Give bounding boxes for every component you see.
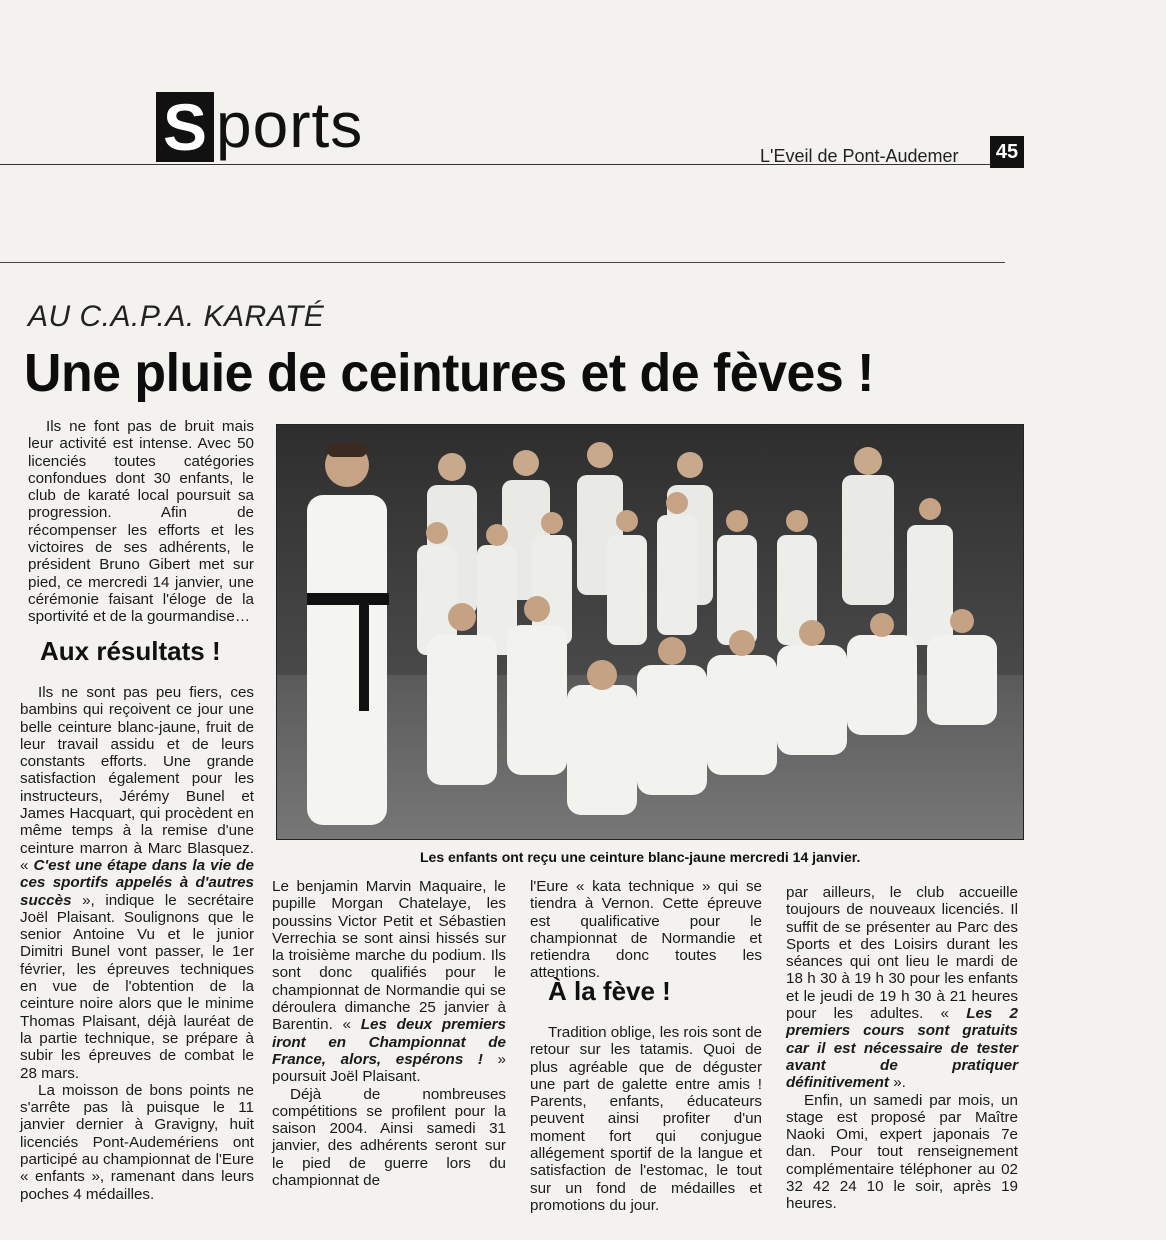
article-kicker: AU C.A.P.A. KARATÉ [28,300,325,333]
results-text-a: Ils ne sont pas peu fiers, ces bambins qui reçoivent ce jour une belle ceinture blanc-jaune, fruit de leur travail assidu et de leurs constants efforts. Une grande satisfaction également pour les instructeurs, Jérémy Bunel et James Hacquart, qui procèdent en même temps à la remise d'une ceinture marron à Marc Blasquez. « [20,684,254,874]
podium-quote: Les deux premiers iront en Championnat de France, alors, espérons ! [272,1016,506,1068]
stage-paragraph: Enfin, un samedi par mois, un stage est proposé par Maître Naoki Omi, expert japonais 7e dan. Pour tout renseignement complémentaire téléphoner au 02 32 42 24 10 le soir, après 19 heures. [786,1091,1018,1213]
column-4 [786,884,1018,1213]
kata-paragraph: l'Eure « kata technique » qui se tiendra à Vernon. Cette épreuve est qualificative pour le championnat de Normandie et retiendra donc toutes les attentions. [530,878,762,982]
results-text-b: », indique le secrétaire Joël Plaisant. Soulignons que le senior Antoine Vu et le junior Dimitri Bunel vont passer, le 1er février, les épreuves techniques en vue de l'obtention de la ceinture noire alors que le minime Thomas Plaisant, déjà lauréat de la partie technique, se prépare à subir les épreuves de combat le 28 mars. [20,891,254,1082]
photo-caption: Les enfants ont reçu une ceinture blanc-jaune mercredi 14 janvier. [420,849,861,865]
subhead-results: Aux résultats ! [40,636,221,666]
podium-paragraph [272,878,506,1086]
subhead-feve: À la fève ! [548,976,671,1006]
column-3 [530,878,762,982]
section-initial-box: S [156,92,214,162]
page-number: 45 [990,136,1024,168]
header-rule [0,262,1005,263]
results-quote: C'est une étape dans la vie de ces sportifs appelés à d'autres succès [20,856,254,909]
column-1-intro [28,418,254,626]
sessions-text-b: ». [888,1074,906,1092]
feve-paragraph: Tradition oblige, les rois sont de retour sur les tatamis. Quoi de plus agréable que de déguster une part de galette entre amis ! Parents, enfants, éducateurs peuvent ainsi profiter d'un moment fort qui conjugue allégement sportif de la langue et satisfaction de l'estomac, le tout sur un fond de médailles et promotions du jour. [530,1024,762,1214]
column-3-body [530,1024,762,1214]
intro-paragraph: Ils ne font pas de bruit mais leur activité est intense. Avec 50 licenciés toutes catégories confondues dont 30 enfants, le club de karaté local poursuit sa progression. Afin de récompenser les efforts et les victoires de ses adhérents, le président Bruno Gibert met sur pied, ce mercredi 14 janvier, une cérémonie faisant l'éloge de la sportivité et de la gourmandise… [28,418,254,626]
medals-paragraph: La moisson de bons points ne s'arrête pas là puisque le 11 janvier dernier à Gravigny, huit licenciés Pont-Audemériens ont participé au championnat de l'Eure « enfants », ramenant dans leurs poches 4 médailles. [20,1081,254,1203]
results-paragraph [20,684,254,1082]
karate-group-photo [277,425,1023,839]
newspaper-name: L'Eveil de Pont-Audemer [760,146,959,166]
sessions-text-a: par ailleurs, le club accueille toujours de nouveaux licenciés. Il suffit de se présenter au Parc des Sports et des Loisirs durant les séances qui ont lieu le mardi de 18 h 30 à 19 h 30 pour les enfants et le jeudi de 19 h 30 à 21 heures pour les adultes. « [786,884,1018,1023]
article-headline: Une pluie de ceintures et de fèves ! [24,343,874,403]
podium-text-b: » poursuit Joël Plaisant. [272,1050,506,1086]
season-paragraph: Déjà de nombreuses compétitions se profilent pour la saison 2004. Ainsi samedi 31 janvier, des adhérents seront sur le pied de guerre lors du championnat de [272,1085,506,1190]
column-2 [272,878,506,1189]
podium-text-a: Le benjamin Marvin Maquaire, le pupille Morgan Chatelaye, les poussins Victor Petit et Sébastien Verrechia se sont ainsi hissés sur la troisième marche du podium. Ils sont donc qualifiés pour le championnat de Normandie qui se déroulera dimanche 25 janvier à Barentin. « [272,878,506,1034]
team-photo [276,424,1024,840]
column-1-body [20,684,254,1203]
sessions-quote: Les 2 premiers cours sont gratuits car il est nécessaire de tester avant de pratiquer définitivement [786,1005,1018,1092]
sessions-paragraph [786,884,1018,1092]
section-title: ports [216,89,364,161]
